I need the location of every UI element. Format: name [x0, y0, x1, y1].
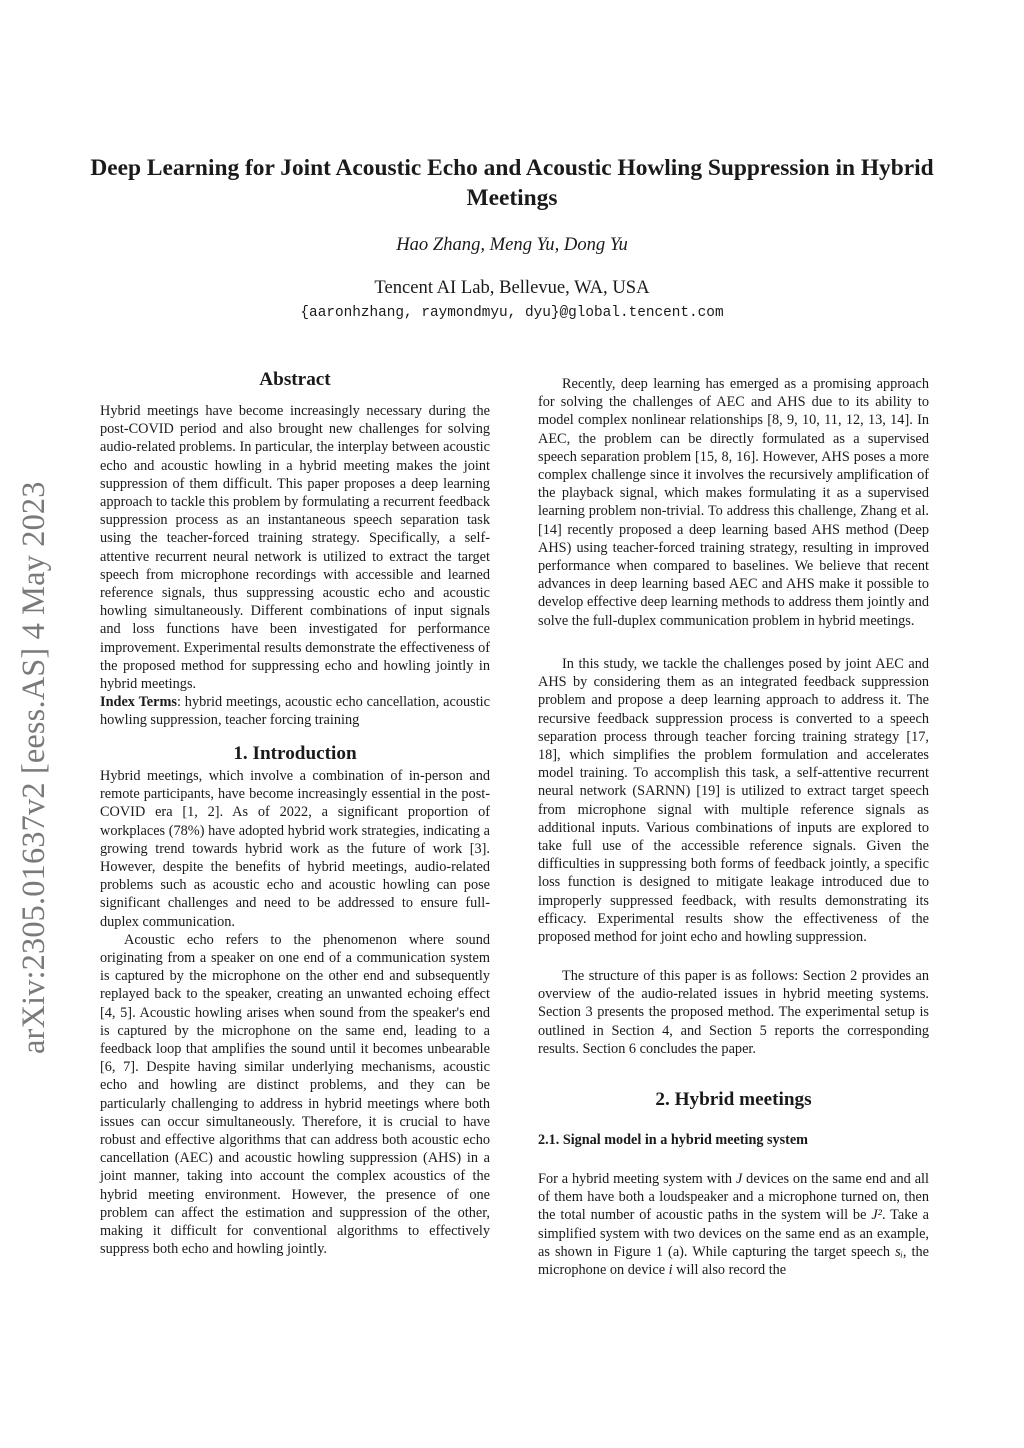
var-J: J: [735, 1171, 743, 1187]
right-paragraph-2: In this study, we tackle the challenges posed by joint AEC and AHS by considering them as an integrated feedback suppression problem and propose a deep learning approach to address it. The recursive feedback suppression process is converted to a speech separation process through teacher forcing training strategy [17, 18], which simplifies the problem formulation and accelerates model training. To accomplish this task, a self-attentive recurrent neural network (SARNN) [19] is utilized to extract target speech from microphone signal with multiple reference signals as additional inputs. Various combinations of inputs are explored to take full use of the accessible reference signals. Given the difficulties in suppressing both forms of feedback jointly, a specific loss function is designed to mitigate leakage introduced due to improperly suppressed feedback, with results demonstrating its efficacy. Experimental results show the effectiveness of the proposed method for joint echo and howling suppression.: [538, 656, 929, 946]
signal-model-subheading: 2.1. Signal model in a hybrid meeting system: [538, 1132, 808, 1148]
paper-affiliation: Tencent AI Lab, Bellevue, WA, USA: [374, 277, 650, 298]
index-terms-text: : hybrid meetings, acoustic echo cancellation, acoustic howling suppression, teacher forcing training: [100, 694, 490, 729]
intro-paragraph-2: Acoustic echo refers to the phenomenon where sound originating from a speaker on one end of a communication system is captured by the microphone on the other end and subsequently replayed back to the speaker, creating an unwanted echoing effect [4, 5]. Acoustic howling arises when sound from the speaker's end is captured by the microphone on the same end, leading to a feedback loop that amplifies the sound until it becomes unbearable [6, 7]. Despite having similar underlying mechanisms, acoustic echo and howling are distinct problems, and they can be particularly challenging to address in hybrid meetings where both issues can occur simultaneously. Therefore, it is crucial to have robust and effective algorithms that can address both acoustic echo cancellation (AEC) and acoustic howling suppression (AHS) in a joint manner, taking into account the complex acoustics of the hybrid meeting environment. However, the presence of one problem can affect the estimation and suppression of the other, making it difficult for conventional algorithms to effectively suppress both echo and howling jointly.: [100, 931, 490, 1258]
introduction-heading: 1. Introduction: [233, 743, 357, 764]
introduction-body: [100, 767, 490, 1258]
var-s-i: sᵢ: [895, 1243, 903, 1260]
abstract-text: Hybrid meetings have become increasingly necessary during the post-COVID period and also brought new challenges for solving audio-related problems. In particular, the interplay between acoustic echo and acoustic howling in a hybrid meeting makes the joint suppression of them difficult. This paper proposes a deep learning approach to tackle this problem by formulating a recurrent feedback suppression process as an instantaneous speech separation task using the teacher-forced training strategy. Specifically, a self-attentive recurrent neural network is utilized to extract the target speech from microphone recordings with accessible and learned reference signals, thus suppressing acoustic echo and acoustic howling simultaneously. Different combinations of input signals and loss functions have been investigated for performance improvement. Experimental results demonstrate the effectiveness of the proposed method for suppressing echo and howling jointly in hybrid meetings.: [100, 403, 490, 693]
abstract-block: [100, 402, 490, 730]
right-paragraph-1: Recently, deep learning has emerged as a promising approach for solving the challenges of AEC and AHS due to its ability to model complex nonlinear relationships [8, 9, 10, 11, 12, 13, 14]. In AEC, the problem can be directly formulated as a supervised speech separation problem [15, 8, 16]. However, AHS poses a more complex challenge since it involves the recursively amplification of the playback signal, which makes formulating it as a supervised learning problem non-trivial. To address this challenge, Zhang et al. [14] recently proposed a deep learning based AHS method (Deep AHS) using teacher-forced training strategy, resulting in improved performance when compared to baselines. We believe that recent advances in deep learning based AEC and AHS make it possible to develop effective deep learning methods to address them jointly and solve the full-duplex communication problem in hybrid meetings.: [538, 376, 929, 629]
sig-text-a: For a hybrid meeting system with: [538, 1171, 736, 1187]
paper-emails[interactable]: {aaronhzhang, raymondmyu, dyu}@global.tencent.com: [300, 305, 724, 321]
signal-model-paragraph: [538, 1170, 929, 1279]
sig-text-c: . Take a simplified system with two devices on the same end as an example, as shown in Figure 1 (a). While capturing the target speech: [538, 1207, 929, 1260]
intro-paragraph-1: Hybrid meetings, which involve a combination of in-person and remote participants, have become increasingly essential in the post-COVID era [1, 2]. As of 2022, a significant proportion of workplaces (78%) have adopted hybrid work strategies, indicating a growing trend towards hybrid work as the future of work [3]. However, despite the benefits of hybrid meetings, audio-related problems such as acoustic echo and acoustic howling can pose significant challenges and need to be addressed to ensure full-duplex communication.: [100, 768, 490, 930]
abstract-heading: Abstract: [259, 369, 331, 390]
sig-text-d: , the microphone on device: [538, 1243, 929, 1279]
paper-authors: Hao Zhang, Meng Yu, Dong Yu: [396, 234, 628, 255]
index-terms: [100, 693, 490, 729]
sig-text-b: devices on the same end and all of them have both a loudspeaker and a microphone turned on, then the total number of acoustic paths in the system will be: [538, 1171, 929, 1224]
index-terms-label: Index Terms: [100, 694, 177, 711]
sig-text-e: will also record the: [672, 1262, 787, 1279]
paper-title: Deep Learning for Joint Acoustic Echo and Acoustic Howling Suppression in Hybrid Meetings: [90, 155, 934, 211]
right-paragraph-3: The structure of this paper is as follows: Section 2 provides an overview of the audio-related issues in hybrid meeting systems. Section 3 presents the proposed method. The experimental setup is outlined in Section 4, and Section 5 reports the corresponding results. Section 6 concludes the paper.: [538, 968, 929, 1057]
var-J-squared: J²: [871, 1207, 882, 1224]
arxiv-identifier[interactable]: arXiv:2305.01637v2 [eess.AS] 4 May 2023: [16, 481, 52, 1054]
hybrid-meetings-heading: 2. Hybrid meetings: [655, 1089, 812, 1110]
var-i: i: [668, 1262, 673, 1279]
